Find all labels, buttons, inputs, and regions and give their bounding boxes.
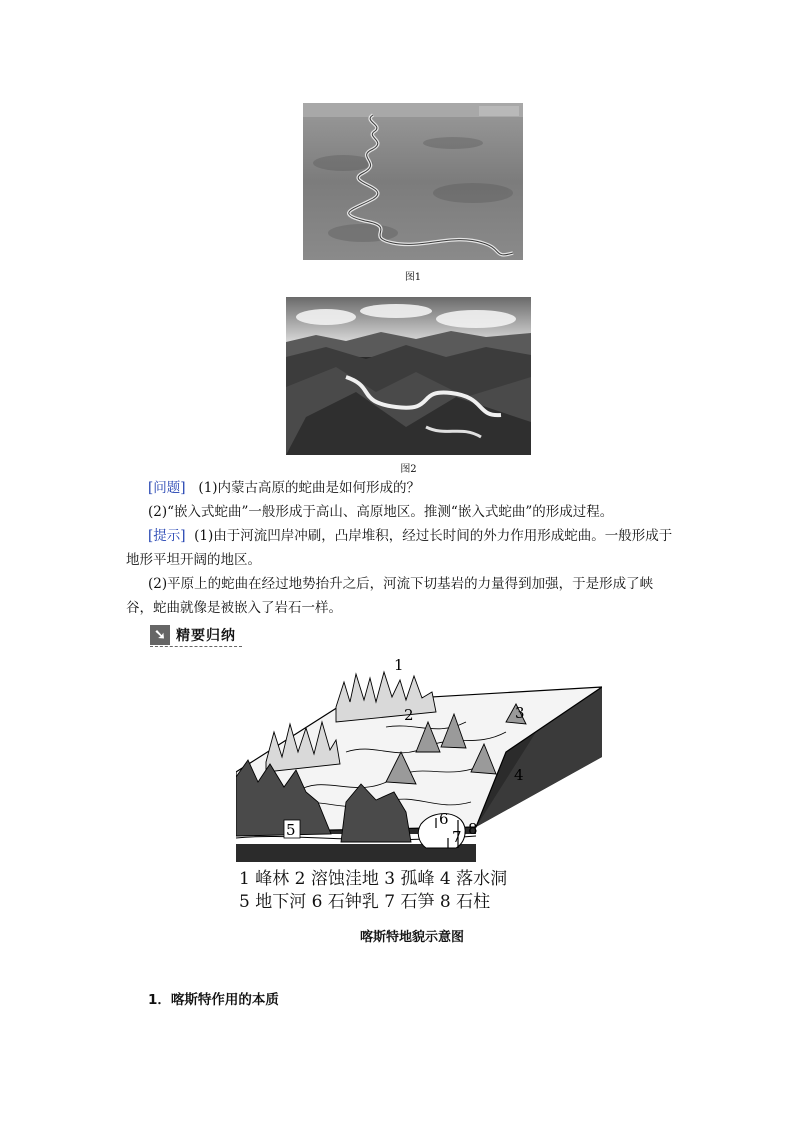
summary-header [150, 624, 242, 647]
incised-meander-photo [286, 297, 531, 455]
question-1-text: (1)内蒙古高原的蛇曲是如何形成的？ [198, 480, 421, 496]
karst-label-1: 1 [394, 656, 404, 674]
hint-1 [126, 524, 678, 572]
hint-2: (2)平原上的蛇曲在经过地势抬升之后，河流下切基岩的力量得到加强，于是形成了峡谷，蛇曲就像是被嵌入了岩石一样。 [126, 576, 654, 616]
karst-label-3: 3 [515, 704, 525, 722]
figure2-caption: 图2 [400, 464, 417, 475]
summary-label: 精要归纳 [176, 628, 236, 644]
question-2: (2)“嵌入式蛇曲”一般形成于高山、高原地区。推测“嵌入式蛇曲”的形成过程。 [148, 504, 614, 520]
karst-label-6: 6 [439, 810, 449, 828]
karst-label-4: 4 [514, 766, 524, 784]
question-1 [148, 476, 678, 500]
karst-label-7: 7 [452, 828, 462, 846]
section-heading: 1．喀斯特作用的本质 [148, 992, 279, 1008]
arrow-icon: ➘ [150, 625, 170, 645]
meander-plateau-photo [303, 103, 523, 260]
hint-1-text: (1)由于河流凹岸冲刷，凸岸堆积，经过长时间的外力作用形成蛇曲。一般形成于地形平坦开阔的地区。 [126, 528, 673, 568]
karst-label-2: 2 [404, 706, 414, 724]
question-tag: [问题] [148, 480, 186, 496]
figure1-caption: 图1 [404, 272, 422, 283]
karst-label-8: 8 [468, 820, 478, 838]
hint-tag: [提示] [148, 528, 186, 544]
karst-label-5: 5 [286, 821, 296, 839]
karst-caption: 喀斯特地貌示意图 [359, 930, 464, 945]
karst-legend-line2: 5 地下河 6 石钟乳 7 石笋 8 石柱 [239, 892, 491, 912]
karst-landform-diagram [236, 652, 602, 870]
karst-legend-line1: 1 峰林 2 溶蚀洼地 3 孤峰 4 落水洞 [239, 869, 508, 889]
